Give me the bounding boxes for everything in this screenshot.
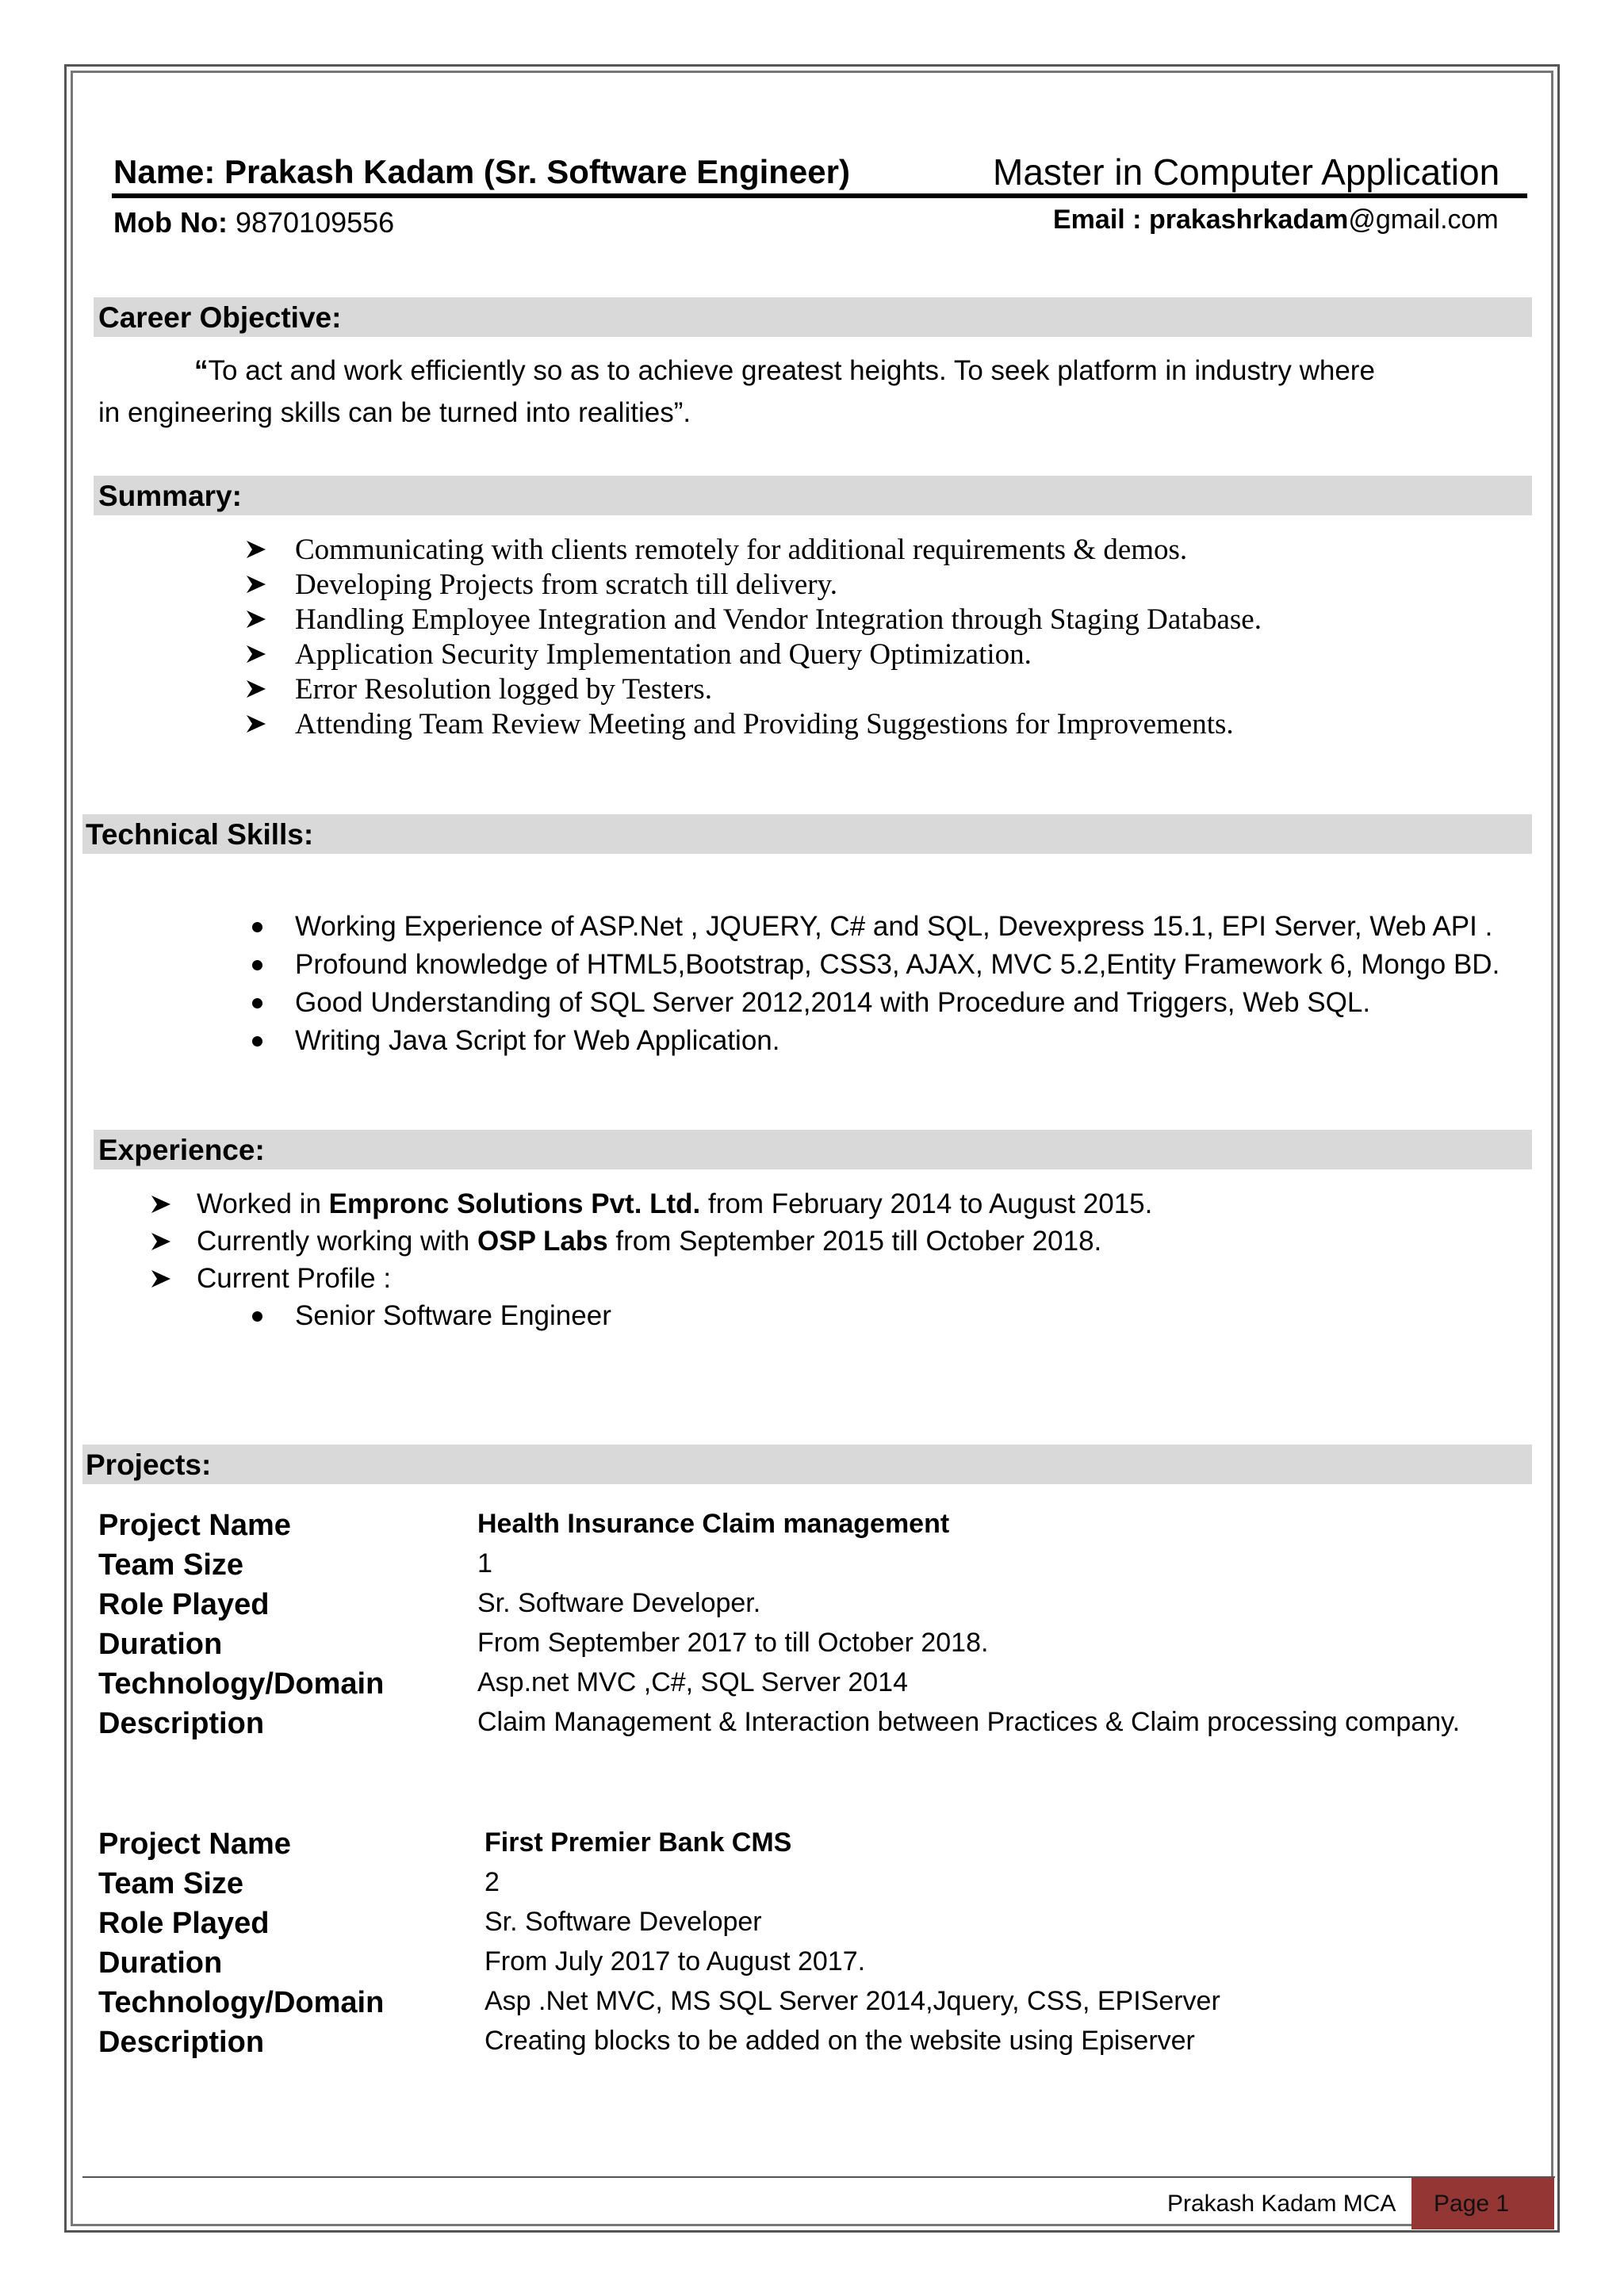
- mobile-number: 9870109556: [235, 206, 395, 239]
- project-name-label: Project Name: [98, 1827, 291, 1861]
- dot-bullet-icon: [252, 1036, 262, 1047]
- description-label: Description: [98, 2026, 265, 2059]
- experience-item: Current Profile :: [197, 1263, 392, 1294]
- projects-title: Projects:: [86, 1448, 212, 1481]
- experience-item: [197, 1188, 1152, 1220]
- skill-item: Working Experience of ASP.Net , JQUERY, C# and SQL, Devexpress 15.1, EPI Server, Web API .: [295, 911, 1493, 942]
- career-objective-line2: in engineering skills can be turned into realities”.: [98, 397, 691, 428]
- project-name-value: Health Insurance Claim management: [477, 1509, 950, 1539]
- career-objective-title: Career Objective:: [98, 301, 342, 334]
- dot-bullet-icon: [252, 998, 262, 1008]
- email-line: [1053, 205, 1499, 235]
- role-played-value: Sr. Software Developer: [485, 1907, 762, 1937]
- email-user: prakashrkadam: [1148, 205, 1349, 235]
- quote-mark: “: [194, 355, 209, 386]
- duration-value: From September 2017 to till October 2018.: [477, 1628, 989, 1658]
- arrow-bullet-icon: [244, 712, 268, 736]
- experience-title: Experience:: [98, 1134, 265, 1166]
- career-objective-text1: To act and work efficiently so as to achieve greatest heights. To seek platform in industry where: [208, 355, 1375, 386]
- summary-title: Summary:: [98, 480, 242, 512]
- header-rule: [112, 193, 1527, 198]
- mobile-label: Mob No:: [113, 206, 228, 239]
- summary-bar: [94, 476, 1532, 515]
- arrow-bullet-icon: [149, 1230, 173, 1253]
- experience-text: from September 2015 till October 2018.: [607, 1226, 1102, 1257]
- resume-name: Name: Prakash Kadam (Sr. Software Engineer): [113, 153, 850, 190]
- role-played-label: Role Played: [98, 1588, 270, 1621]
- footer-rule: [82, 2176, 1555, 2178]
- summary-item: Application Security Implementation and Query Optimization.: [295, 638, 1032, 671]
- arrow-bullet-icon: [244, 538, 268, 561]
- dot-bullet-icon: [252, 1311, 262, 1322]
- description-label: Description: [98, 1707, 265, 1740]
- team-size-value: 1: [477, 1548, 492, 1578]
- technology-label: Technology/Domain: [98, 1986, 385, 2019]
- page-number: Page 1: [1434, 2191, 1510, 2217]
- summary-item: Attending Team Review Meeting and Providing Suggestions for Improvements.: [295, 708, 1234, 740]
- experience-text: Currently working with: [197, 1226, 477, 1257]
- summary-item: Communicating with clients remotely for additional requirements & demos.: [295, 534, 1188, 566]
- footer-author: Prakash Kadam MCA: [1167, 2191, 1396, 2217]
- duration-label: Duration: [98, 1946, 223, 1980]
- technology-label: Technology/Domain: [98, 1667, 385, 1701]
- description-value: Creating blocks to be added on the website using Episerver: [485, 2026, 1195, 2056]
- summary-item: Error Resolution logged by Testers.: [295, 673, 712, 706]
- team-size-label: Team Size: [98, 1548, 244, 1582]
- company-name: OSP Labs: [477, 1226, 608, 1257]
- experience-text: from February 2014 to August 2015.: [700, 1188, 1153, 1219]
- duration-label: Duration: [98, 1628, 223, 1661]
- arrow-bullet-icon: [244, 607, 268, 631]
- mobile-line: [113, 206, 394, 239]
- arrow-bullet-icon: [244, 572, 268, 596]
- arrow-bullet-icon: [244, 642, 268, 666]
- dot-bullet-icon: [252, 960, 262, 970]
- arrow-bullet-icon: [149, 1192, 173, 1216]
- career-objective-line1: [194, 355, 1375, 387]
- summary-item: Handling Employee Integration and Vendor Integration through Staging Database.: [295, 603, 1262, 636]
- experience-item: [197, 1226, 1101, 1257]
- role-played-value: Sr. Software Developer.: [477, 1588, 761, 1618]
- team-size-value: 2: [485, 1867, 500, 1897]
- email-label: Email :: [1053, 205, 1142, 235]
- company-name: Empronc Solutions Pvt. Ltd.: [328, 1188, 701, 1219]
- skill-item: Writing Java Script for Web Application.: [295, 1025, 780, 1056]
- description-value: Claim Management & Interaction between Practices & Claim processing company.: [477, 1707, 1461, 1737]
- resume-degree: Master in Computer Application: [993, 151, 1500, 193]
- skill-item: Good Understanding of SQL Server 2012,2014 with Procedure and Triggers, Web SQL.: [295, 987, 1371, 1018]
- skill-item: Profound knowledge of HTML5,Bootstrap, CSS3, AJAX, MVC 5.2,Entity Framework 6, Mongo BD.: [295, 949, 1500, 980]
- arrow-bullet-icon: [244, 677, 268, 701]
- experience-text: Worked in: [197, 1188, 329, 1219]
- project-name-label: Project Name: [98, 1509, 291, 1542]
- current-profile: Senior Software Engineer: [295, 1300, 611, 1331]
- duration-value: From July 2017 to August 2017.: [485, 1946, 866, 1976]
- email-domain: @gmail.com: [1348, 205, 1499, 235]
- technology-value: Asp .Net MVC, MS SQL Server 2014,Jquery, CSS, EPIServer: [485, 1986, 1220, 2016]
- project-name-value: First Premier Bank CMS: [485, 1827, 792, 1858]
- role-played-label: Role Played: [98, 1907, 270, 1940]
- technology-value: Asp.net MVC ,C#, SQL Server 2014: [477, 1667, 908, 1697]
- summary-item: Developing Projects from scratch till delivery.: [295, 568, 837, 601]
- arrow-bullet-icon: [149, 1267, 173, 1291]
- dot-bullet-icon: [252, 922, 262, 932]
- team-size-label: Team Size: [98, 1867, 244, 1900]
- experience-bar: [94, 1130, 1532, 1169]
- technical-skills-title: Technical Skills:: [86, 818, 314, 851]
- projects-bar: [82, 1445, 1532, 1484]
